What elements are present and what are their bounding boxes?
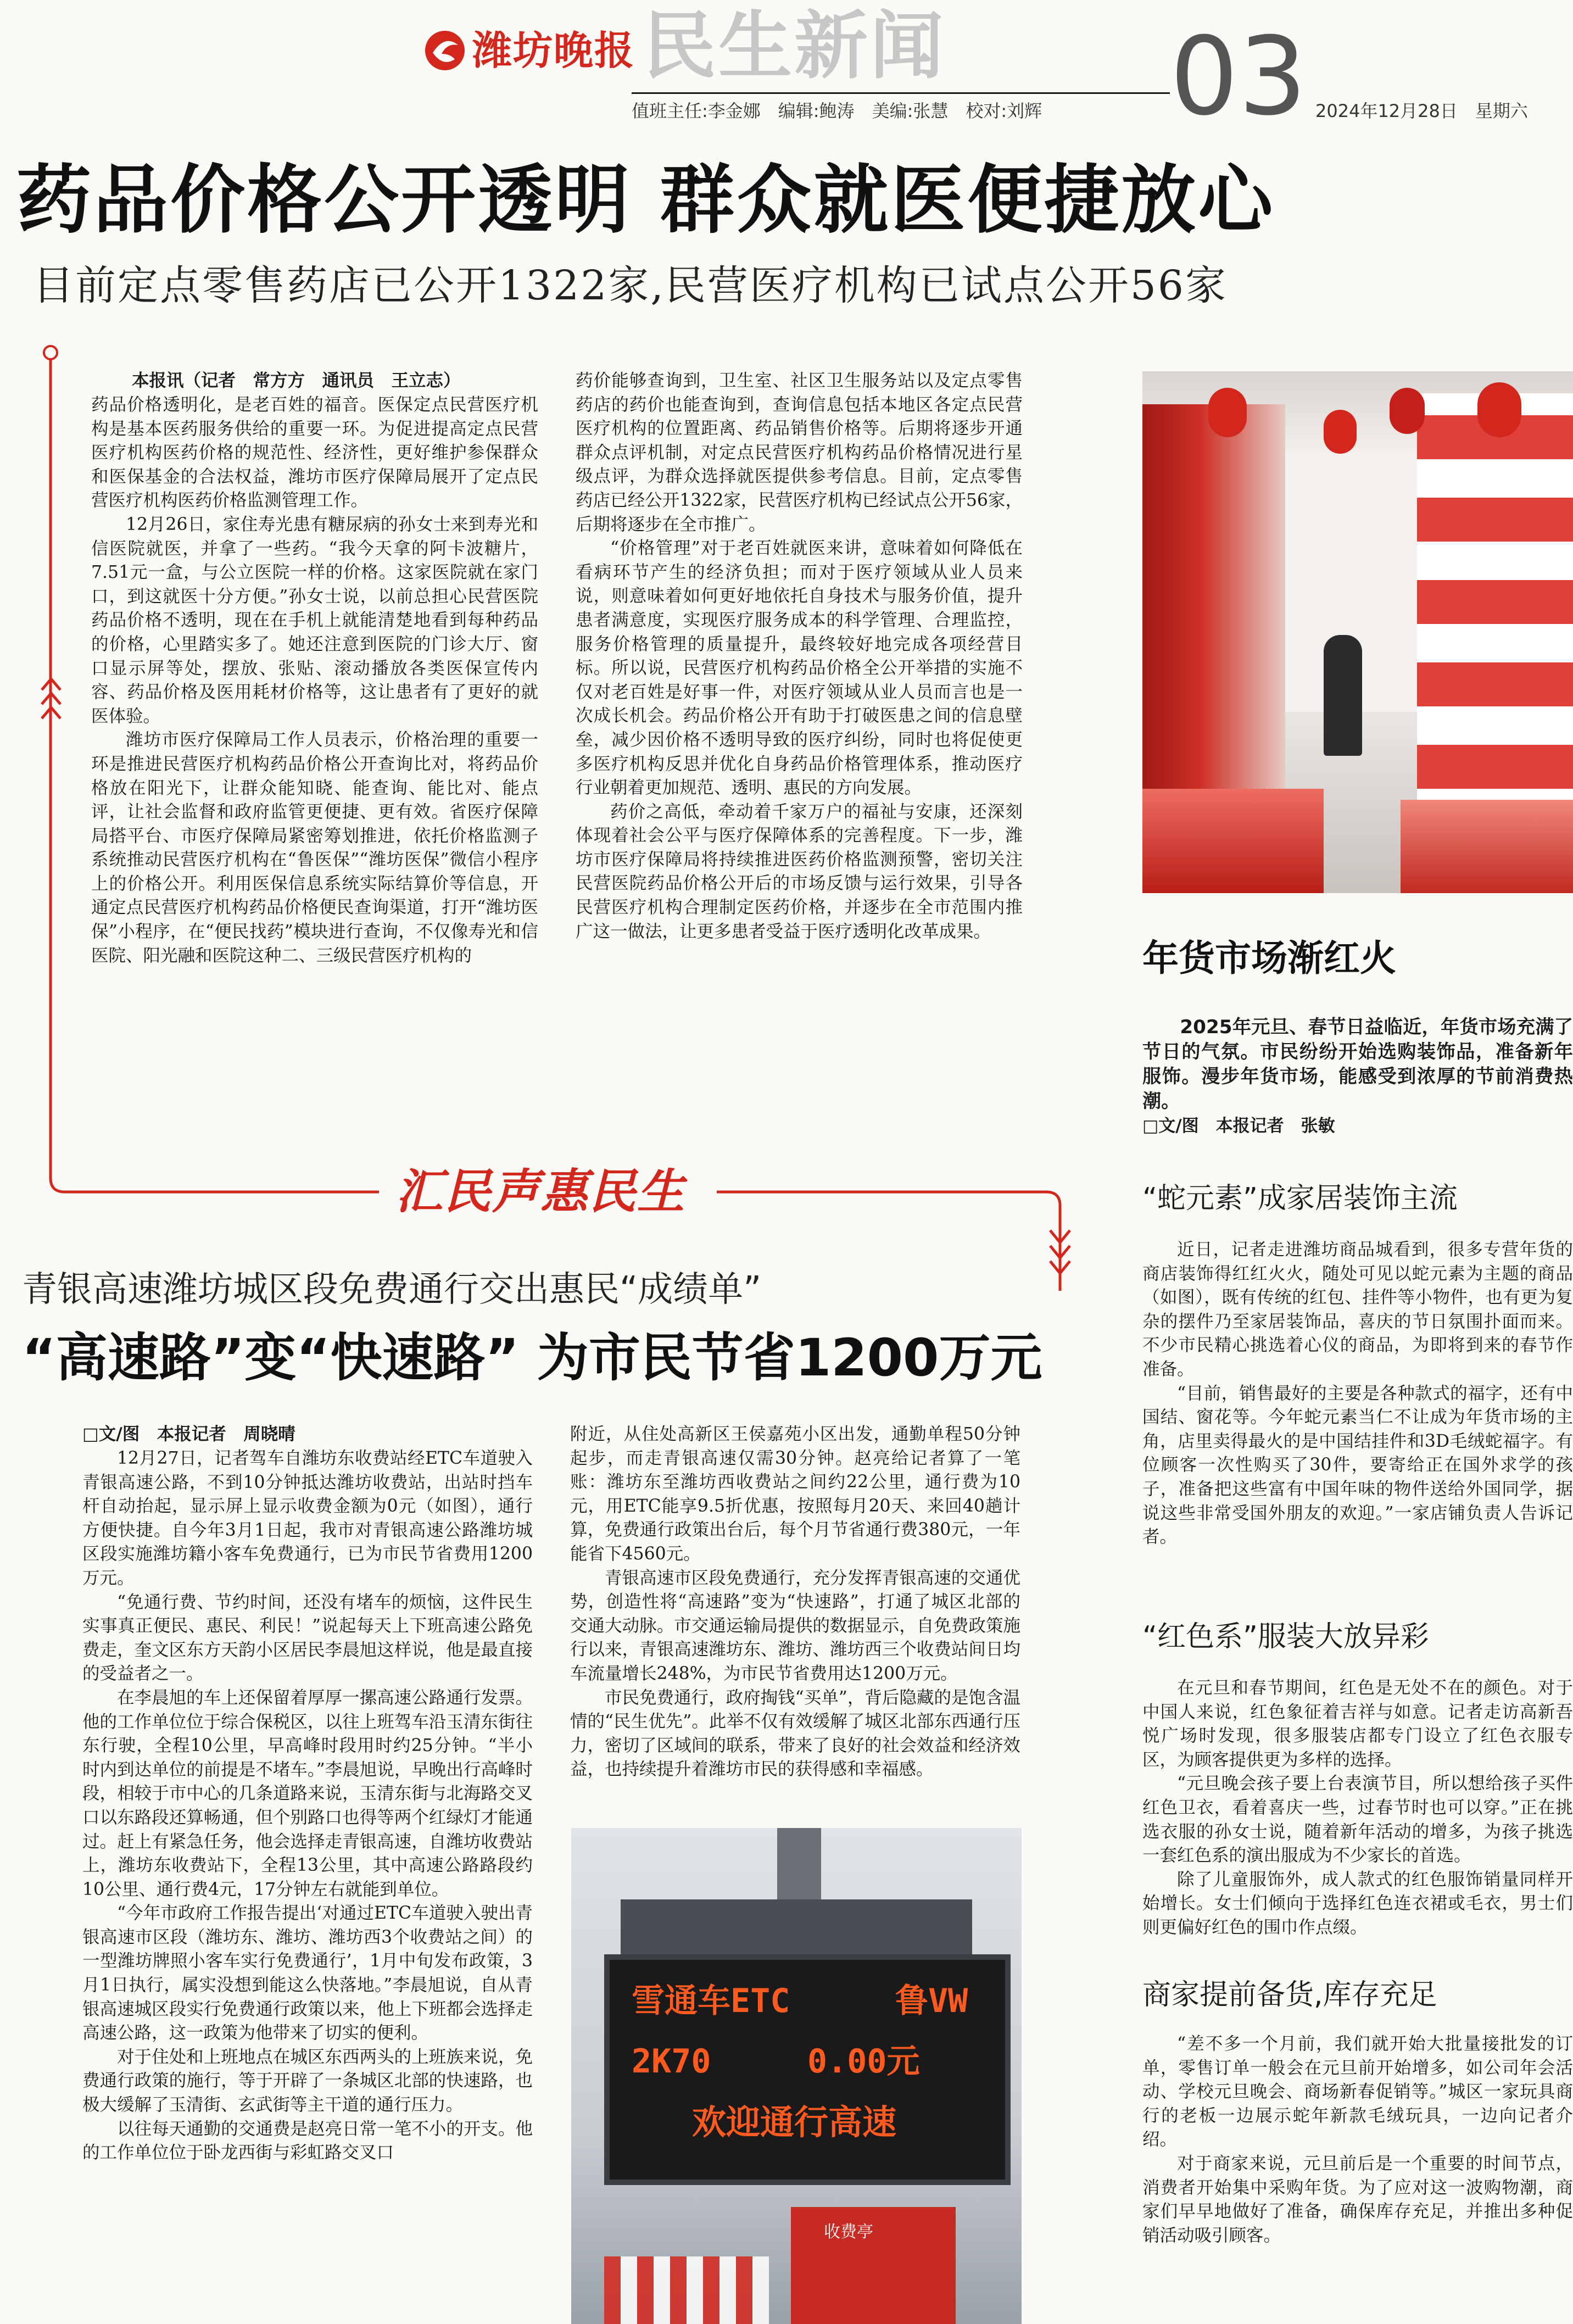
nianhuo-section-2 — [1142, 1676, 1573, 1997]
nianhuo-byline: □文/图 本报记者 张敏 — [1142, 1116, 1335, 1136]
staff-line: 值班主任:李金娜 编辑:鲍涛 美编:张慧 校对:刘辉 — [632, 101, 1042, 121]
display-table — [1142, 789, 1324, 893]
booth-label: 收费亭 — [824, 2222, 873, 2242]
paragraph: 附近，从住处高新区王侯嘉苑小区出发，通勤单程50分钟起步，而走青银高速仅需30分钟。赵亮给记者算了一笔账：潍坊东至潍坊西收费站之间约22公里，通行费为10元，用ETC能享9.5折优惠，按照每月20天、来回40趟计算，免费通行政策出台后，每个月节省通行费380元，一年能省下4560元。 — [570, 1424, 1020, 1564]
led-sign-panel — [604, 1954, 1011, 2185]
nianhuo-subhead-1: “蛇元素”成家居装饰主流 — [1142, 1182, 1458, 1215]
led-line-1: 雪通车ETC — [632, 1982, 790, 2020]
highway-byline: □文/图 本报记者 周晓晴 — [82, 1424, 295, 1444]
led-line-2-left: 2K70 — [632, 2042, 711, 2081]
display-table — [1401, 800, 1573, 893]
led-fee-amount: 0.00元 — [807, 2042, 920, 2081]
paragraph: “价格管理”对于老百姓就医来讲，意味着如何降低在看病环节产生的经济负担；而对于医疗领域从业人员来说，则意味着如何更好地依托自身技术与服务价值，提升患者满意度，实现医疗服务成本的科学管理、合理监控，服务价格管理的质量提升，最终较好地完成各项经营目标。所以说，民营医疗机构药品价格全公开举措的实施不仅对老百姓是好事一件，对医疗领域从业人员而言也是一次成长机会。药品价格公开有助于打破医患之间的信息壁垒，减少因价格不透明导致的医疗纠纷，同时也将促使更多医疗机构反思并优化自身药品价格管理体系，推动医疗行业朝着更加规范、透明、惠民的方向发展。 — [576, 538, 1023, 798]
highway-column-1 — [82, 1447, 533, 2324]
barrier-posts — [604, 2256, 769, 2324]
highway-kicker: 青银高速潍坊城区段免费通行交出惠民“成绩单” — [22, 1269, 762, 1310]
paragraph: 药价之高低，牵动着千家万户的福祉与安康，还深刻体现着社会公平与医疗保障体系的完善程度。下一步，潍坊市医疗保障局将持续推进医药价格监测预警，密切关注民营医院药品价格公开后的市场反馈与运行效果，引导各民营医疗机构合理制定医药价格，并逐步在全市范围内推广这一做法，让更多患者受益于医疗透明化改革成果。 — [576, 801, 1023, 941]
paragraph: “今年市政府工作报告提出‘对通过ETC车道驶入驶出青银高速市区段（潍坊东、潍坊、潍坊西3个收费站之间）的一型潍坊牌照小客车实行免费通行’，1月中旬发布政策，3月1日执行，属实没想到能这么快落地。”李晨旭说，自从青银高速城区段实行免费通行政策以来，他上下班都会选择走高速公路，这一政策为他带来了切实的便利。 — [82, 1903, 533, 2043]
lead-subheadline: 目前定点零售药店已公开1322家,民营医疗机构已试点公开56家 — [33, 262, 1228, 309]
lead-headline: 药品价格公开透明 群众就医便捷放心 — [16, 157, 1275, 244]
nianhuo-subhead-3: 商家提前备货,库存充足 — [1142, 1979, 1437, 2011]
paragraph: 近日，记者走进潍坊商品城看到，很多专营年货的商店装饰得红红火火，随处可见以蛇元素为主题的商品（如图），既有传统的红包、挂件等小物件，也有更为复杂的摆件乃至家居装饰品，喜庆的节日氛围扑面而来。不少市民精心挑选着心仪的商品，为即将到来的春节作准备。 — [1142, 1240, 1573, 1379]
shopper-figure — [1324, 635, 1362, 756]
paragraph: “差不多一个月前，我们就开始大批量接批发的订单，零售订单一般会在元旦前开始增多，如公司年会活动、学校元旦晚会、商场新春促销等。”城区一家玩具商行的老板一边展示蛇年新款毛绒玩具，一边向记者介绍。 — [1142, 2034, 1573, 2150]
paragraph: “元旦晚会孩子要上台表演节目，所以想给孩子买件红色卫衣，看着喜庆一些，过春节时也可以穿。”正在挑选衣服的孙女士说，随着新年活动的增多，为孩子挑选一套红色系的演出服成为不少家长的首选。 — [1142, 1774, 1573, 1866]
section-banner — [384, 1164, 714, 1219]
toll-booth — [791, 2207, 956, 2324]
chevron-down-icons — [1048, 1280, 1072, 1302]
chevron-up-icons — [40, 676, 63, 725]
lantern-icon — [1477, 382, 1521, 437]
lead-byline: 本报讯（记者 常方方 通讯员 王立志） — [132, 371, 461, 391]
page-number: 03 — [1170, 14, 1307, 140]
chevron-down-icons — [1048, 1225, 1072, 1277]
paragraph: 青银高速市区段免费通行，充分发挥青银高速的交通优势，创造性将“高速路”变为“快速路”，打通了城区北部的交通大动脉。市交通运输局提供的数据显示，自免费政策施行以来，青银高速潍坊东、潍坊、潍坊西三个收费站间日均车流量增长248%，为市民节省费用达1200万元。 — [570, 1568, 1020, 1684]
paragraph: 市民免费通行，政府掏钱“买单”，背后隐藏的是饱含温情的“民生优先”。此举不仅有效缓解了城区北部东西通行压力，密切了区域间的联系，带来了良好的社会效益和经济效益，也持续提升着潍坊市民的获得感和幸福感。 — [570, 1687, 1020, 1780]
led-line-1-right: 鲁VW — [895, 1982, 968, 2020]
paragraph: 药价能够查询到，卫生室、社区卫生服务站以及定点零售药店的药价也能查询到，查询信息包括本地区各定点民营医疗机构的位置距离、药品销售价格等。后期将逐步开通群众点评机制，对定点民营医疗机构药品价格情况进行星级点评，为群众选择就医提供参考信息。目前，定点零售药店已经公开1322家，民营医疗机构已经试点公开56家，后期将逐步在全市推广。 — [576, 371, 1023, 534]
nianhuo-section-3 — [1142, 2032, 1573, 2324]
nianhuo-headline: 年货市场渐红火 — [1142, 937, 1396, 979]
masthead-divider — [632, 92, 1170, 94]
lantern-icon — [1208, 388, 1247, 437]
logo-swirl-icon — [423, 29, 467, 73]
logo-text: 潍坊晚报 — [472, 27, 635, 74]
paragraph: “目前，销售最好的主要是各种款式的福字，还有中国结、窗花等。今年蛇元素当仁不让成为年货市场的主角，店里卖得最火的是中国结挂件和3D毛绒蛇福字。有位顾客一次性购买了30件，要寄给正在国外求学的孩子，准备把这些富有中国年味的物件送给外国同学，据说这些非常受国外朋友的欢迎。”一家店铺负责人告诉记者。 — [1142, 1383, 1573, 1547]
paragraph: 在元旦和春节期间，红色是无处不在的颜色。对于中国人来说，红色象征着吉祥与如意。记者走访高新吾悦广场时发现，很多服装店都专门设立了红色衣服专区，为顾客提供更为多样的选择。 — [1142, 1678, 1573, 1770]
nianhuo-lead-text: 2025年元旦、春节日益临近，年货市场充满了节日的气氛。市民纷纷开始选购装饰品，准备新年服饰。漫步年货市场，能感受到浓厚的节前消费热潮。 — [1142, 1016, 1573, 1112]
paragraph: 在李晨旭的车上还保留着厚厚一摞高速公路通行发票。他的工作单位位于综合保税区，以往上班驾车沿玉清东街往东行驶，全程10公里，早高峰时段用时约25分钟。“半小时内到达单位的前提是不堵车。”李晨旭说，早晚出行高峰时段，相较于市中心的几条道路来说，玉清东街与北海路交叉口以东路段还算畅通，但个别路口也得等两个红绿灯才能通过。赶上有紧急任务，他会选择走青银高速，自潍坊收费站上，潍坊东收费站下，全程13公里，其中高速公路路段约10公里、通行费4元，17分钟左右就能到单位。 — [82, 1687, 533, 1899]
paragraph: 对于商家来说，元旦前后是一个重要的时间节点，消费者开始集中采购年货。为了应对这一波购物潮，商家们早早地做好了准备，确保库存充足，并推出多种促销活动吸引顾客。 — [1142, 2153, 1573, 2245]
paragraph: 药品价格透明化，是老百姓的福音。医保定点民营医疗机构是基本医药服务供给的重要一环。为促进提高定点民营医疗机构医药价格的规范性、经济性，更好维护参保群众和医保基金的合法权益，潍坊市医疗保障局展开了定点民营医疗机构医药价格监测管理工作。 — [91, 395, 538, 511]
paragraph: 对于住处和上班地点在城区东西两头的上班族来说，免费通行政策的施行，等于开辟了一条城区北部的快速路，也极大缓解了玉清街、玄武街等主干道的通行压力。 — [82, 2047, 533, 2115]
nianhuo-section-1 — [1142, 1238, 1573, 1612]
toll-sign-photo — [571, 1828, 1022, 2324]
highway-headline: “高速路”变“快速路” 为市民节省1200万元 — [22, 1328, 1042, 1388]
paragraph: 除了儿童服饰外，成人款式的红色服饰销量同样开始增长。女士们倾向于选择红色连衣裙或毛衣，男士们则更偏好红色的围巾作点缀。 — [1142, 1869, 1573, 1937]
led-line-3: 欢迎通行高速 — [692, 2102, 897, 2142]
paragraph: 潍坊市医疗保障局工作人员表示，价格治理的重要一环是推进民营医疗机构药品价格公开查询比对，将药品价格放在阳光下，让群众能知晓、能查询、能比对、能点评，让社会监督和政府监管更便捷、更有效。省医疗保障局搭平台、市医疗保障局紧密筹划推进，依托价格监测子系统推动民营医疗机构在“鲁医保”“潍坊医保”微信小程序上的价格公开。利用医保信息系统实际结算价等信息，开通定点民营医疗机构药品价格便民查询渠道，打开“潍坊医保”小程序，在“便民找药”模块进行查询，不仅像寿光和信医院、阳光融和医院这种二、三级民营医疗机构的 — [91, 730, 538, 966]
section-title: 民生新闻 — [643, 2, 946, 89]
paragraph: 12月26日，家住寿光患有糖尿病的孙女士来到寿光和信医院就医，并拿了一些药。“我今天拿的阿卡波糖片，7.51元一盒，与公立医院一样的价格。这家医院就在家门口，到这就医十分方便。”孙女士说，以前总担心民营医院药品价格不透明，现在在手机上就能清楚地看到每种药品的价格，心里踏实多了。她还注意到医院的门诊大厅、窗口显示屏等处，摆放、张贴、滚动播放各类医保宣传内容、药品价格及医用耗材价格等，这让患者有了更好的就医体验。 — [91, 514, 538, 726]
paragraph: 12月27日，记者驾车自潍坊东收费站经ETC车道驶入青银高速公路，不到10分钟抵达潍坊收费站，出站时挡车杆自动抬起，显示屏上显示收费金额为0元（如图），通行方便快捷。自今年3月1日起，我市对青银高速公路潍坊城区段实施潍坊籍小客车免费通行，已为市民节省费用1200万元。 — [82, 1448, 533, 1588]
nianhuo-lead — [1142, 1015, 1573, 1139]
masthead — [0, 0, 1573, 140]
lantern-icon — [1390, 388, 1425, 434]
nianhuo-subhead-2: “红色系”服装大放异彩 — [1142, 1620, 1429, 1653]
paragraph: 以往每天通勤的交通费是赵亮日常一笔不小的开支。他的工作单位位于卧龙西街与彩虹路交叉口 — [82, 2119, 533, 2163]
shop-photo — [1142, 371, 1573, 893]
section-banner-text: 汇民声惠民生 — [395, 1164, 685, 1219]
lead-column-1 — [91, 393, 538, 1125]
lantern-icon — [1324, 410, 1357, 454]
sign-bracket — [621, 1899, 972, 1960]
date-line: 2024年12月28日 星期六 — [1315, 101, 1528, 121]
lead-column-2 — [576, 369, 1023, 1125]
highway-column-2 — [570, 1423, 1020, 1824]
paragraph: “免通行费、节约时间，还没有堵车的烦恼，这件民生实事真正便民、惠民、利民！”说起每天上下班高速公路免费走，奎文区东方天韵小区居民李晨旭这样说，他是最直接的受益者之一。 — [82, 1592, 533, 1684]
